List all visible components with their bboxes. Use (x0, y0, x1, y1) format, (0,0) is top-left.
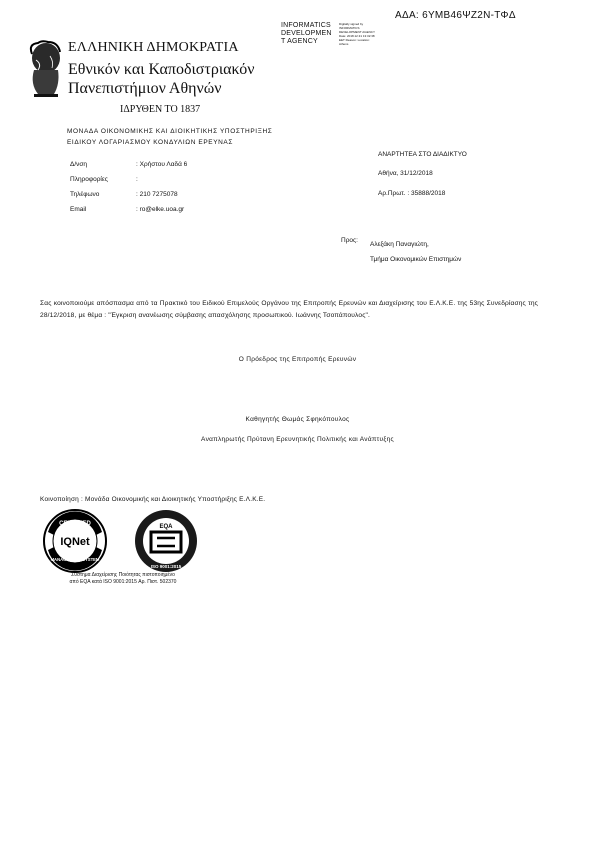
document-date: Αθήνα, 31/12/2018 (378, 170, 433, 177)
phone-value: : 210 7275078 (136, 191, 178, 198)
email-value[interactable]: : ro@elke.uoa.gr (136, 206, 185, 213)
recipient-label: Προς: (341, 237, 358, 244)
president-title: Ο Πρόεδρος της Επιτροπής Ερευνών (238, 356, 357, 363)
recipient-department: Τμήμα Οικονομικών Επιστημών (370, 256, 462, 263)
recipient-block (370, 237, 461, 267)
address-value: : Χρήστου Λαδά 6 (136, 161, 188, 168)
letter-body: Σας κοινοποιούμε απόσπασμα από τα Πρακτικό του Ειδικού Επιμελούς Οργάνου της Επιτροπής Ερευνών και Διαχείρισης του Ε.Λ.Κ.Ε. της 53ης Συνεδρίασης της 28/12/2018, με θέμα : "Έγκριση ανανέωσης σύμβασης απασχόλησης προσωπικού. Ιωάννης Τσοπάπουλος". (40, 300, 538, 319)
eqa-certification-badge (133, 508, 199, 574)
signatory-name: Καθηγητής Θωμάς Σφηκόπουλος (245, 416, 350, 423)
certification-caption (38, 572, 208, 586)
protocol-number: Αρ.Πρωτ. : 35888/2018 (378, 190, 446, 197)
ada-code: ΑΔΑ: 6ΥΜΒ46ΨΖ2Ν-ΤΦΔ (395, 10, 516, 21)
badge2-bottom-text: ISO 9001:2015 (150, 564, 182, 569)
stamp-line-3: T AGENCY (281, 38, 318, 45)
iqnet-certification-badge (42, 508, 108, 574)
cc-line: Κοινοποίηση : Μονάδα Οικονομικής και Διοικητικής Υποστήριξης Ε.Λ.Κ.Ε. (40, 496, 266, 503)
email-label: Email (70, 206, 87, 213)
phone-label: Τηλέφωνο (70, 191, 100, 198)
badge1-top-text: CERTIFIED (59, 521, 91, 527)
cert-line-2: από EQA κατά ISO 9001:2015 Αρ. Πιστ. 502370 (69, 579, 177, 585)
digital-signature-stamp (281, 22, 375, 46)
issuing-unit (67, 126, 272, 148)
university-name-line-2: Πανεπιστήμιον Αθηνών (68, 80, 222, 97)
right-meta (378, 151, 467, 158)
university-name-line-1: Εθνικόν και Καποδιστριακόν (68, 61, 255, 78)
unit-line-2: ΕΙΔΙΚΟΥ ΛΟΓΑΡΙΑΣΜΟΥ ΚΟΝΔΥΛΙΩΝ ΕΡΕΥΝΑΣ (67, 139, 233, 146)
stamp-line-1: INFORMATICS (281, 22, 331, 29)
stamp-line-2: DEVELOPMEN (281, 30, 332, 37)
stamp-details: Digitally signed by INFORMATICS DEVELOPMENT AGENCY Date: 2018.12.31 13:32:38 EET Reason: Location: Athens (339, 22, 375, 46)
country-name: ΕΛΛΗΝΙΚΗ ΔΗΜΟΚΡΑΤΙΑ (68, 40, 239, 55)
recipient-name: Αλεξάκη Παναγιώτη, (370, 241, 429, 248)
letterhead (68, 40, 254, 115)
badge2-mid-text: EQA (159, 524, 173, 530)
address-label: Δ/νση (70, 161, 88, 168)
university-emblem-icon (24, 40, 66, 102)
info-value: : (136, 176, 138, 183)
signatory-role: Αναπληρωτής Πρύτανη Ερευνητικής Πολιτικής και Ανάπτυξης (201, 436, 394, 443)
cert-line-1: Σύστημα Διαχείρισης Ποιότητας πιστοποιημένο (71, 572, 175, 578)
founded-year: ΙΔΡΥΘΕΝ ΤΟ 1837 (120, 104, 201, 115)
unit-line-1: ΜΟΝΑΔΑ ΟΙΚΟΝΟΜΙΚΗΣ ΚΑΙ ΔΙΟΙΚΗΤΙΚΗΣ ΥΠΟΣΤΗΡΙΞΗΣ (67, 128, 273, 135)
info-label: Πληροφορίες (70, 176, 108, 183)
badge1-mid-text: IQNet (60, 536, 90, 548)
badge1-bottom-text: MANAGEMENT SYSTEM (50, 557, 100, 562)
posting-notice: ΑΝΑΡΤΗΤΕΑ ΣΤΟ ΔΙΑΔΙΚΤΥΟ (378, 151, 467, 158)
